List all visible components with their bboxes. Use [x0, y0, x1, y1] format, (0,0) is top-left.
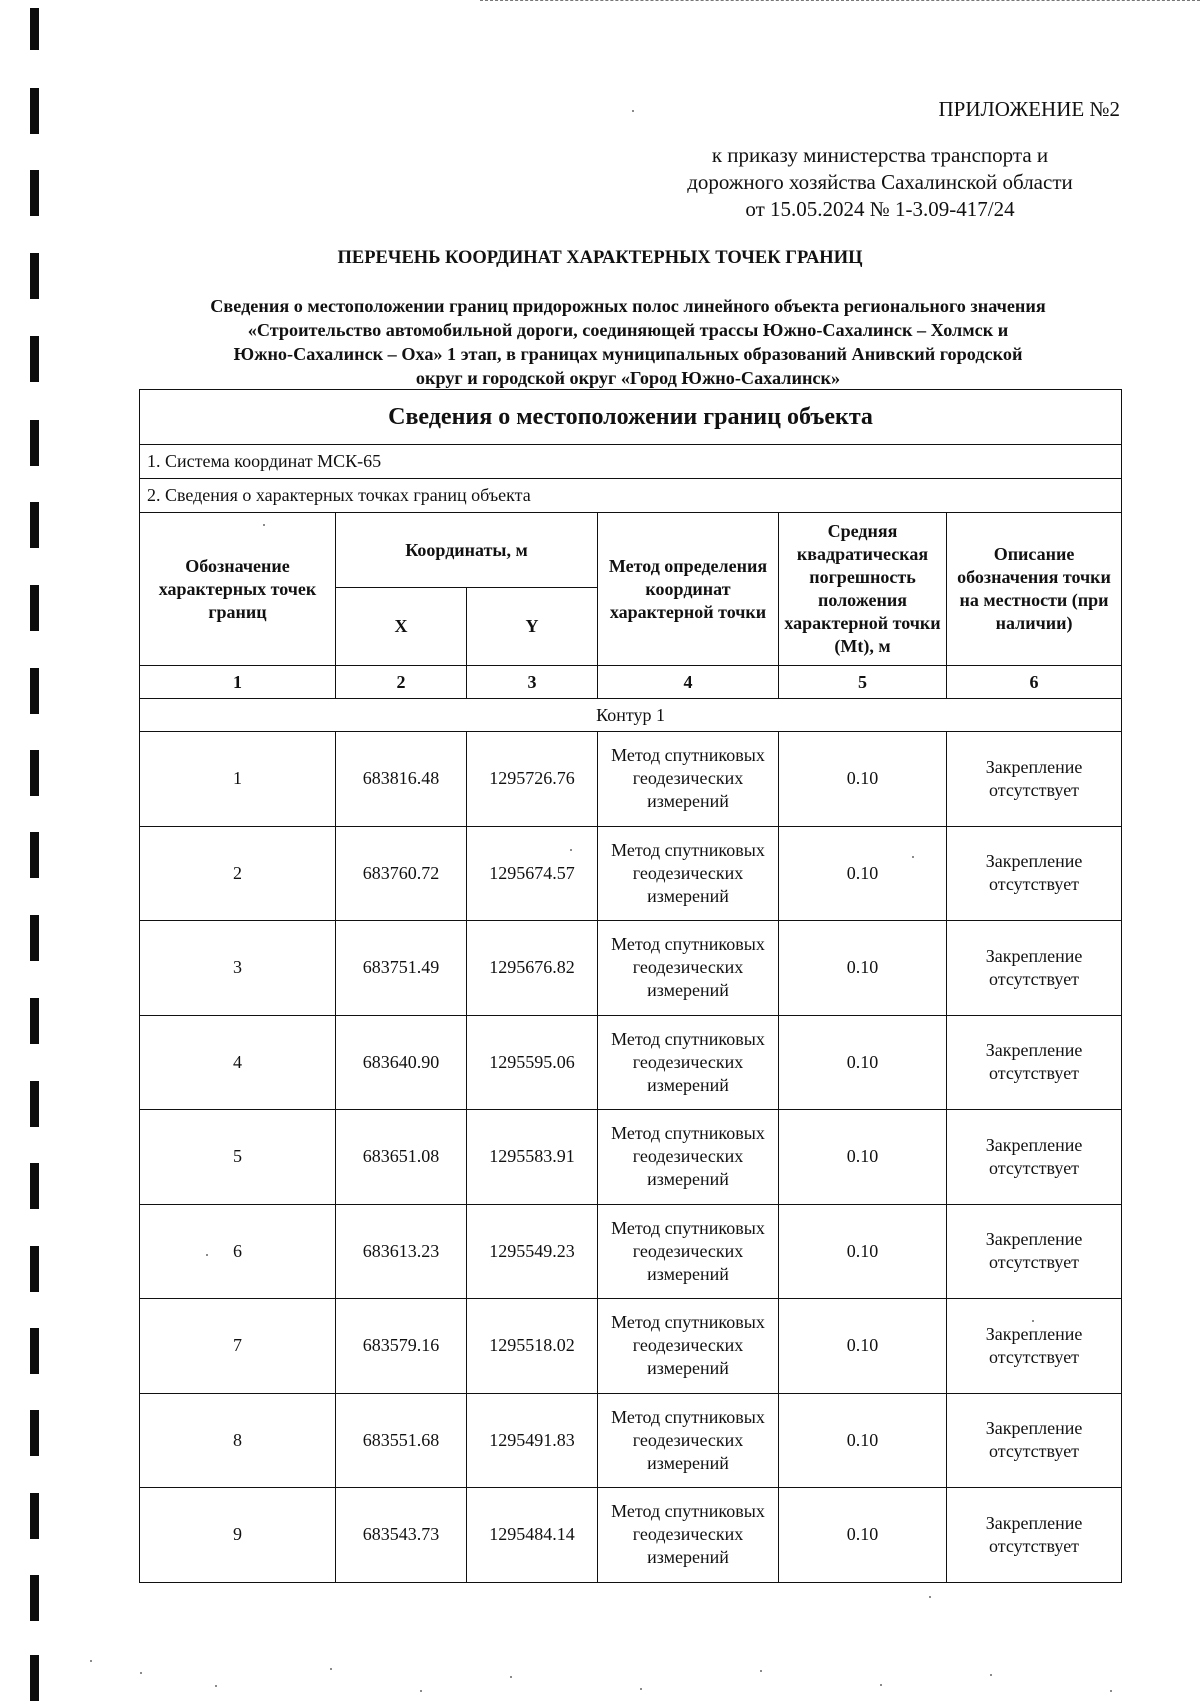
error-mt: 0.10	[779, 1015, 947, 1110]
object-info-line: Южно-Сахалинск – Оха» 1 этап, в границах муниципальных образований Анивский городской	[233, 344, 1023, 364]
punch-mark	[30, 8, 39, 50]
contour-label: Контур 1	[140, 699, 1122, 732]
error-mt: 0.10	[779, 826, 947, 921]
punch-mark	[30, 1163, 39, 1209]
table-row	[140, 921, 1122, 1016]
point-description: Закрепление отсутствует	[947, 1204, 1122, 1299]
table-block-title: Сведения о местоположении границ объекта	[140, 390, 1122, 445]
coord-x: 683760.72	[336, 826, 467, 921]
coordinates-table	[139, 389, 1122, 1583]
point-number: 9	[140, 1488, 336, 1583]
order-line: дорожного хозяйства Сахалинской области	[687, 170, 1073, 194]
punch-mark	[30, 668, 39, 714]
object-info-line: «Строительство автомобильной дороги, соединяющей трассы Южно-Сахалинск – Холмск и	[247, 320, 1009, 340]
punch-mark	[30, 88, 39, 134]
method: Метод спутниковых геодезических измерений	[598, 732, 779, 827]
punch-mark	[30, 1575, 39, 1621]
column-number: 5	[779, 666, 947, 699]
point-number: 7	[140, 1299, 336, 1394]
object-info-line: Сведения о местоположении границ придорожных полос линейного объекта регионального значения	[210, 296, 1046, 316]
coord-y: 1295491.83	[467, 1393, 598, 1488]
punch-mark	[30, 1655, 39, 1701]
table-row	[140, 732, 1122, 827]
column-number: 4	[598, 666, 779, 699]
punch-mark	[30, 1493, 39, 1539]
point-description: Закрепление отсутствует	[947, 1110, 1122, 1205]
object-info-line: округ и городской округ «Город Южно-Сахалинск»	[415, 368, 841, 388]
column-number: 2	[336, 666, 467, 699]
coord-x: 683543.73	[336, 1488, 467, 1583]
point-number: 5	[140, 1110, 336, 1205]
point-description: Закрепление отсутствует	[947, 1015, 1122, 1110]
header-coordinates: Координаты, м	[336, 513, 598, 588]
coord-x: 683640.90	[336, 1015, 467, 1110]
error-mt: 0.10	[779, 1204, 947, 1299]
coord-x: 683751.49	[336, 921, 467, 1016]
point-description: Закрепление отсутствует	[947, 1488, 1122, 1583]
punch-mark	[30, 585, 39, 631]
method: Метод спутниковых геодезических измерений	[598, 1393, 779, 1488]
table-row	[140, 1110, 1122, 1205]
punch-mark	[30, 915, 39, 961]
method: Метод спутниковых геодезических измерений	[598, 1204, 779, 1299]
punch-mark	[30, 998, 39, 1044]
point-number: 6	[140, 1204, 336, 1299]
header-description: Описание обозначения точки на местности (при наличии)	[947, 513, 1122, 666]
table-row	[140, 1015, 1122, 1110]
coord-x: 683551.68	[336, 1393, 467, 1488]
method: Метод спутниковых геодезических измерений	[598, 921, 779, 1016]
table-row	[140, 826, 1122, 921]
coord-x: 683579.16	[336, 1299, 467, 1394]
punch-mark	[30, 170, 39, 216]
object-info	[138, 294, 1118, 390]
coord-y: 1295518.02	[467, 1299, 598, 1394]
table-row	[140, 1488, 1122, 1583]
column-number: 1	[140, 666, 336, 699]
point-description: Закрепление отсутствует	[947, 826, 1122, 921]
punch-mark	[30, 1246, 39, 1292]
coordinate-system-row: 1. Система координат МСК-65	[140, 445, 1122, 479]
table-row	[140, 1204, 1122, 1299]
point-number: 3	[140, 921, 336, 1016]
table-row	[140, 1299, 1122, 1394]
coord-y: 1295674.57	[467, 826, 598, 921]
punch-mark	[30, 1328, 39, 1374]
scan-edge-line	[480, 0, 1200, 1]
header-method: Метод определения координат характерной точки	[598, 513, 779, 666]
error-mt: 0.10	[779, 1393, 947, 1488]
punch-mark	[30, 420, 39, 466]
coord-y: 1295484.14	[467, 1488, 598, 1583]
punch-mark	[30, 1410, 39, 1456]
column-number: 3	[467, 666, 598, 699]
header-error: Средняя квадратическая погрешность положения характерной точки (Mt), м	[779, 513, 947, 666]
coord-y: 1295583.91	[467, 1110, 598, 1205]
coord-x: 683613.23	[336, 1204, 467, 1299]
point-description: Закрепление отсутствует	[947, 921, 1122, 1016]
coord-y: 1295676.82	[467, 921, 598, 1016]
error-mt: 0.10	[779, 732, 947, 827]
order-line: к приказу министерства транспорта и	[711, 143, 1049, 167]
header-x: X	[336, 588, 467, 666]
coord-y: 1295726.76	[467, 732, 598, 827]
point-number: 8	[140, 1393, 336, 1488]
coord-y: 1295595.06	[467, 1015, 598, 1110]
method: Метод спутниковых геодезических измерений	[598, 826, 779, 921]
error-mt: 0.10	[779, 1110, 947, 1205]
coord-x: 683816.48	[336, 732, 467, 827]
header-y: Y	[467, 588, 598, 666]
coord-x: 683651.08	[336, 1110, 467, 1205]
point-description: Закрепление отсутствует	[947, 1299, 1122, 1394]
error-mt: 0.10	[779, 1299, 947, 1394]
appendix-title: ПРИЛОЖЕНИЕ №2	[938, 97, 1120, 121]
method: Метод спутниковых геодезических измерений	[598, 1110, 779, 1205]
order-line: от 15.05.2024 № 1-3.09-417/24	[745, 197, 1015, 221]
punch-mark	[30, 750, 39, 796]
punch-mark	[30, 1081, 39, 1127]
document-title: ПЕРЕЧЕНЬ КООРДИНАТ ХАРАКТЕРНЫХ ТОЧЕК ГРАНИЦ	[337, 248, 863, 268]
points-info-row: 2. Сведения о характерных точках границ объекта	[140, 479, 1122, 513]
header-designation: Обозначение характерных точек границ	[140, 513, 336, 666]
punch-mark	[30, 502, 39, 548]
error-mt: 0.10	[779, 921, 947, 1016]
point-description: Закрепление отсутствует	[947, 732, 1122, 827]
punch-mark	[30, 336, 39, 382]
table-row	[140, 1393, 1122, 1488]
point-number: 4	[140, 1015, 336, 1110]
column-number: 6	[947, 666, 1122, 699]
method: Метод спутниковых геодезических измерений	[598, 1488, 779, 1583]
point-description: Закрепление отсутствует	[947, 1393, 1122, 1488]
coord-y: 1295549.23	[467, 1204, 598, 1299]
method: Метод спутниковых геодезических измерений	[598, 1299, 779, 1394]
method: Метод спутниковых геодезических измерений	[598, 1015, 779, 1110]
point-number: 2	[140, 826, 336, 921]
column-numbers-row	[140, 666, 1122, 699]
point-number: 1	[140, 732, 336, 827]
order-reference	[640, 142, 1120, 223]
punch-mark	[30, 832, 39, 878]
error-mt: 0.10	[779, 1488, 947, 1583]
